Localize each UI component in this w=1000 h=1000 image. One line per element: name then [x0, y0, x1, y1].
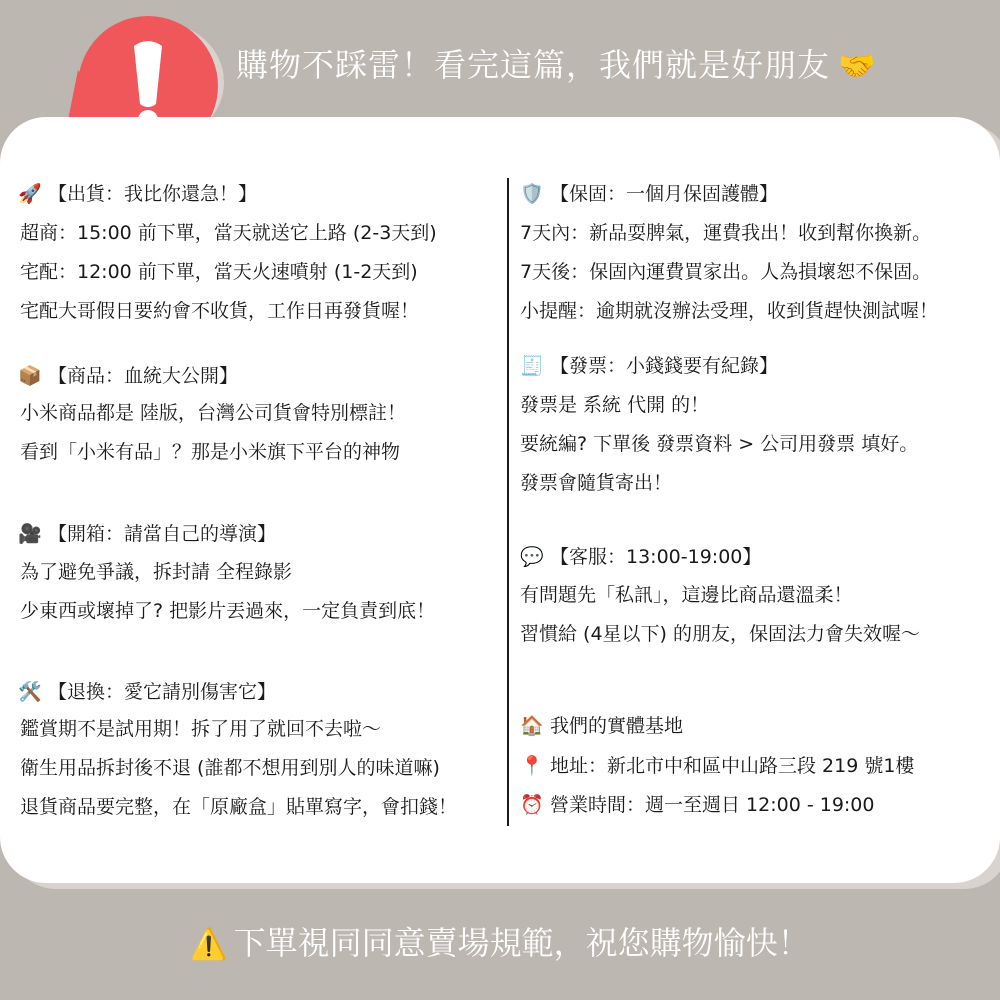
product-line: 小米商品都是 陸版，台灣公司貨會特別標註！	[20, 402, 407, 424]
service-line: 有問題先「私訊」，這邊比商品還溫柔！	[520, 584, 853, 606]
store-address: 📍 地址：新北市中和區中山路三段 219 號1樓	[520, 755, 915, 777]
warranty-heading: 🛡️ 【保固：一個月保固護體】	[520, 183, 779, 205]
unboxing-heading: 🎥 【開箱：請當自己的導演】	[18, 523, 277, 545]
returns-heading: 🛠️ 【退換：愛它請別傷害它】	[18, 681, 277, 703]
shipping-line: 宅配大哥假日要約會不收貨，工作日再發貨喔！	[20, 300, 420, 322]
shipping-line: 超商：15:00 前下單，當天就送它上路 (2-3天到)	[20, 222, 437, 244]
warranty-line: 7天後：保固內運費買家出。人為損壞恕不保固。	[520, 261, 932, 283]
warranty-line: 7天內：新品耍脾氣，運費我出！收到幫你換新。	[520, 222, 932, 244]
column-divider	[507, 178, 509, 826]
invoice-line: 要統編? 下單後 發票資料 > 公司用發票 填好。	[520, 433, 919, 455]
video-camera-icon: 🎥	[18, 523, 42, 545]
service-line: 習慣給 (4星以下) 的朋友，保固法力會失效喔～	[520, 623, 920, 645]
shipping-line: 宅配：12:00 前下單，當天火速噴射 (1-2天到)	[20, 261, 418, 283]
house-icon: 🏠	[520, 715, 544, 737]
returns-line: 衛生用品拆封後不退 (誰都不想用到別人的味道嘛)	[20, 757, 440, 779]
footer-notice: ⚠️ 下單視同同意賣場規範，祝您購物愉快！	[190, 924, 810, 962]
pin-icon: 📍	[520, 755, 544, 777]
handshake-icon: 🤝	[838, 49, 877, 84]
returns-line: 鑑賞期不是試用期！拆了用了就回不去啦～	[20, 718, 382, 740]
invoice-line: 發票是 系統 代開 的！	[520, 394, 710, 416]
warranty-line: 小提醒：逾期就沒辦法受理，收到貨趕快測試喔！	[520, 300, 939, 322]
product-line: 看到「小米有品」？那是小米旗下平台的神物	[20, 441, 401, 463]
alarm-clock-icon: ⏰	[520, 794, 544, 816]
returns-line: 退貨商品要完整，在「原廠盒」貼單寫字，會扣錢！	[20, 796, 458, 818]
invoice-line: 發票會隨貨寄出！	[520, 472, 673, 494]
store-hours: ⏰ 營業時間：週一至週日 12:00 - 19:00	[520, 794, 875, 816]
warning-icon: ⚠️	[190, 927, 228, 962]
unboxing-line: 為了避免爭議，拆封請 全程錄影	[20, 561, 293, 583]
rocket-icon: 🚀	[18, 183, 42, 205]
shield-icon: 🛡️	[520, 183, 544, 205]
receipt-icon: 🧾	[520, 355, 544, 377]
invoice-heading: 🧾 【發票：小錢錢要有紀錄】	[520, 355, 779, 377]
product-heading: 📦 【商品：血統大公開】	[18, 365, 239, 387]
store-heading: 🏠 我們的實體基地	[520, 715, 684, 737]
service-heading: 💬 【客服：13:00-19:00】	[520, 546, 762, 568]
tools-icon: 🛠️	[18, 681, 42, 703]
speech-bubble-icon: 💬	[520, 546, 544, 568]
unboxing-line: 少東西或壞掉了? 把影片丟過來，一定負責到底！	[20, 600, 436, 622]
package-icon: 📦	[18, 365, 42, 387]
shipping-heading: 🚀 【出貨：我比你還急！】	[18, 183, 258, 205]
page-title: 購物不踩雷！看完這篇，我們就是好朋友 🤝	[236, 46, 877, 84]
